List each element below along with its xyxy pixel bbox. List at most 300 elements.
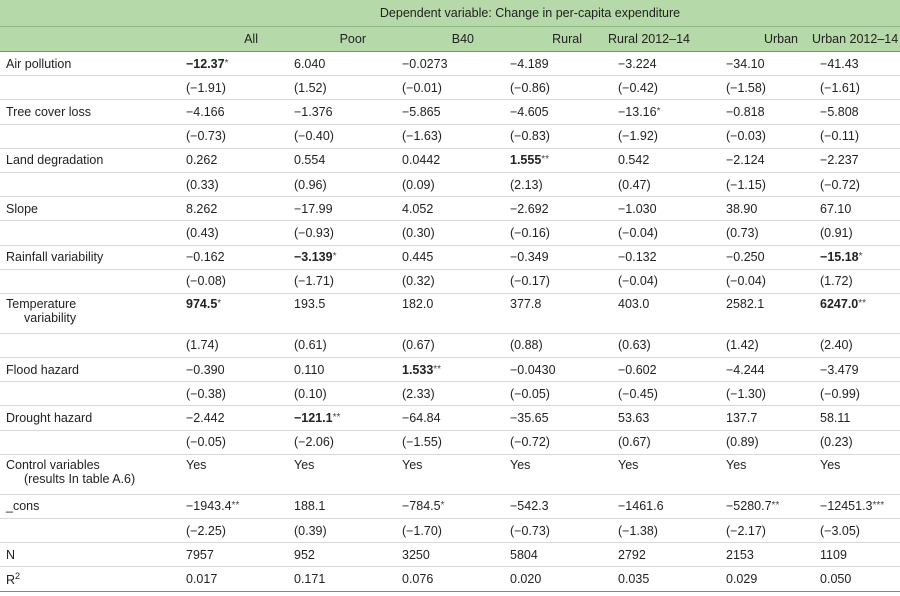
table-row: [0, 197, 900, 221]
cell-value: −0.162: [186, 250, 225, 265]
column-header-urban: Urban: [698, 27, 806, 52]
cell-value: (−1.55): [402, 435, 442, 450]
header-empty-cell: [0, 0, 158, 27]
table-cell: [698, 293, 806, 333]
row-label-text: Control variables: [6, 457, 100, 472]
cell-value: 0.020: [510, 571, 542, 586]
cell-value: (−0.04): [726, 274, 766, 289]
row-label-text: _cons: [6, 499, 40, 514]
cell-value: 0.017: [186, 571, 218, 586]
cell-value: (−0.04): [618, 274, 658, 289]
cell-value: 2582.1: [726, 296, 765, 311]
table-cell: [374, 172, 482, 196]
table-cell: [698, 172, 806, 196]
cell-value: 0.050: [820, 571, 852, 586]
significance-stars: *: [217, 297, 222, 309]
table-cell: [266, 52, 374, 76]
table-cell: [590, 333, 698, 357]
table-cell: [482, 382, 590, 406]
table-cell: [806, 430, 900, 454]
table-cell: [482, 358, 590, 382]
table-cell: [698, 406, 806, 430]
significance-stars: *: [440, 500, 445, 512]
row-label: [0, 221, 158, 245]
table-cell: [374, 269, 482, 293]
row-label-text: Drought hazard: [6, 411, 93, 426]
cell-value: −12451.3: [820, 499, 873, 514]
cell-value: (−0.17): [510, 274, 550, 289]
cell-value: 3250: [402, 547, 430, 562]
table-cell: [698, 358, 806, 382]
cell-value: (0.91): [820, 225, 853, 240]
cell-value: 0.542: [618, 153, 650, 168]
cell-value: (−1.91): [186, 80, 226, 95]
cell-value: (−0.11): [820, 129, 860, 144]
significance-stars: **: [858, 297, 867, 309]
table-cell: [806, 543, 900, 567]
table-cell: [482, 52, 590, 76]
row-label: [0, 494, 158, 518]
cell-value: 193.5: [294, 296, 326, 311]
table-cell: [482, 293, 590, 333]
table-cell: [158, 269, 266, 293]
table-cell: [590, 221, 698, 245]
table-cell: [374, 52, 482, 76]
cell-value: (−0.38): [186, 386, 226, 401]
cell-value: (−2.17): [726, 523, 766, 538]
significance-stars: *: [332, 251, 337, 263]
cell-value: (0.89): [726, 435, 759, 450]
row-label: [0, 406, 158, 430]
table-cell: [482, 245, 590, 269]
table-cell: [266, 406, 374, 430]
cell-value: (0.32): [402, 274, 435, 289]
cell-value: (−3.05): [820, 523, 860, 538]
cell-value: (2.13): [510, 177, 543, 192]
table-cell: [482, 454, 590, 494]
row-label-text: Tree cover loss: [6, 104, 91, 119]
cell-value: 1.555: [510, 153, 542, 168]
table-cell: [266, 269, 374, 293]
row-label-text: Rainfall variability: [6, 250, 104, 265]
table-cell: [158, 567, 266, 591]
table-cell: [698, 52, 806, 76]
cell-value: −542.3: [510, 499, 549, 514]
table-cell: [482, 543, 590, 567]
table-cell: [158, 406, 266, 430]
table-cell: [374, 293, 482, 333]
table-row-tstat: [0, 430, 900, 454]
table-row: [0, 245, 900, 269]
cell-value: (0.73): [726, 225, 759, 240]
cell-value: −0.0273: [402, 56, 448, 71]
column-header-poor: Poor: [266, 27, 374, 52]
table-cell: [158, 221, 266, 245]
cell-value: (0.63): [618, 338, 651, 353]
table-cell: [374, 197, 482, 221]
row-label: [0, 172, 158, 196]
table-cell: [482, 124, 590, 148]
row-label: [0, 382, 158, 406]
table-cell: [698, 519, 806, 543]
cell-value: −13.16: [618, 104, 657, 119]
cell-value: −3.224: [618, 56, 657, 71]
cell-value: (−2.25): [186, 523, 226, 538]
table-cell: [806, 124, 900, 148]
cell-value: (−1.61): [820, 80, 860, 95]
cell-value: (−0.05): [186, 435, 226, 450]
cell-value: (−1.30): [726, 386, 766, 401]
cell-value: 2792: [618, 547, 646, 562]
cell-value: (−0.72): [510, 435, 550, 450]
column-header-urban-2012-14: Urban 2012–14: [806, 27, 900, 52]
cell-value: −2.124: [726, 153, 765, 168]
table-cell: [158, 333, 266, 357]
cell-value: 974.5: [186, 296, 218, 311]
row-label: [0, 567, 158, 591]
cell-value: (1.42): [726, 338, 759, 353]
row-label: [0, 100, 158, 124]
cell-value: 0.554: [294, 153, 326, 168]
table-cell: [806, 519, 900, 543]
table-cell: [806, 76, 900, 100]
cell-value: (−1.15): [726, 177, 766, 192]
cell-value: Yes: [820, 457, 841, 472]
table-cell: [698, 148, 806, 172]
cell-value: −0.132: [618, 250, 657, 265]
table-cell: [806, 406, 900, 430]
table-cell: [590, 100, 698, 124]
cell-value: 2153: [726, 547, 754, 562]
row-label-continuation: (results In table A.6): [24, 471, 136, 486]
cell-value: −1.376: [294, 104, 333, 119]
table-cell: [482, 333, 590, 357]
significance-stars: *: [656, 105, 661, 117]
cell-value: 53.63: [618, 411, 650, 426]
cell-value: 38.90: [726, 201, 758, 216]
row-label-text: N: [6, 547, 16, 562]
table-cell: [590, 430, 698, 454]
table-cell: [698, 382, 806, 406]
table-title-row: [0, 0, 900, 27]
cell-value: −5.865: [402, 104, 441, 119]
table-cell: [374, 333, 482, 357]
significance-stars: *: [858, 251, 863, 263]
cell-value: −4.605: [510, 104, 549, 119]
table-cell: [806, 494, 900, 518]
cell-value: −15.18: [820, 250, 859, 265]
table-cell: [266, 245, 374, 269]
table-cell: [590, 245, 698, 269]
table-cell: [482, 494, 590, 518]
cell-value: 0.445: [402, 250, 434, 265]
row-label: [0, 333, 158, 357]
cell-value: Yes: [402, 457, 423, 472]
table-cell: [158, 519, 266, 543]
table-cell: [698, 430, 806, 454]
cell-value: −5.808: [820, 104, 859, 119]
table-cell: [266, 172, 374, 196]
cell-value: −0.349: [510, 250, 549, 265]
row-label: [0, 124, 158, 148]
table-cell: [482, 172, 590, 196]
table-cell: [806, 454, 900, 494]
significance-stars: **: [231, 500, 240, 512]
cell-value: (0.47): [618, 177, 651, 192]
cell-value: 7957: [186, 547, 214, 562]
cell-value: −17.99: [294, 201, 333, 216]
table-cell: [482, 430, 590, 454]
cell-value: (−0.93): [294, 225, 334, 240]
cell-value: 188.1: [294, 499, 326, 514]
table-cell: [158, 494, 266, 518]
cell-value: 182.0: [402, 296, 434, 311]
column-header-b40: B40: [374, 27, 482, 52]
row-label: [0, 197, 158, 221]
significance-stars: **: [332, 412, 341, 424]
cell-value: −41.43: [820, 56, 859, 71]
cell-value: 58.11: [820, 411, 851, 426]
cell-value: (−0.73): [186, 129, 226, 144]
cell-value: 0.035: [618, 571, 650, 586]
table-cell: [266, 358, 374, 382]
cell-value: (−0.42): [618, 80, 658, 95]
table-row: [0, 358, 900, 382]
cell-value: −0.390: [186, 362, 225, 377]
table-row-tstat: [0, 382, 900, 406]
table-cell: [266, 293, 374, 333]
significance-stars: ***: [872, 500, 885, 512]
significance-stars: **: [433, 363, 442, 375]
table-cell: [482, 76, 590, 100]
table-cell: [806, 52, 900, 76]
cell-value: (0.96): [294, 177, 327, 192]
cell-value: (−0.83): [510, 129, 550, 144]
cell-value: (−0.16): [510, 225, 550, 240]
row-label: [0, 543, 158, 567]
row-label-continuation: variability: [24, 310, 77, 325]
table-cell: [698, 454, 806, 494]
row-label: [0, 148, 158, 172]
cell-value: Yes: [726, 457, 747, 472]
table-row-tstat: [0, 333, 900, 357]
table-cell: [158, 148, 266, 172]
table-cell: [806, 100, 900, 124]
cell-value: (2.40): [820, 338, 853, 353]
cell-value: −3.139: [294, 250, 333, 265]
cell-value: −34.10: [726, 56, 765, 71]
cell-value: (−0.99): [820, 386, 860, 401]
row-label: [0, 76, 158, 100]
table-cell: [590, 293, 698, 333]
cell-value: 377.8: [510, 296, 542, 311]
table-cell: [806, 172, 900, 196]
cell-value: (0.10): [294, 386, 327, 401]
table-cell: [806, 567, 900, 591]
table-cell: [266, 197, 374, 221]
table-cell: [590, 454, 698, 494]
row-label: [0, 358, 158, 382]
table-cell: [806, 358, 900, 382]
cell-value: 1.533: [402, 362, 434, 377]
cell-value: (0.67): [618, 435, 651, 450]
table-cell: [590, 269, 698, 293]
table-cell: [158, 76, 266, 100]
table-cell: [374, 76, 482, 100]
cell-value: −35.65: [510, 411, 549, 426]
cell-value: (−1.58): [726, 80, 766, 95]
table-cell: [590, 148, 698, 172]
cell-value: −1.030: [618, 201, 657, 216]
table-cell: [374, 124, 482, 148]
table-cell: [698, 124, 806, 148]
column-header-rural: Rural: [482, 27, 590, 52]
table-cell: [806, 333, 900, 357]
cell-value: 8.262: [186, 201, 218, 216]
row-label: [0, 269, 158, 293]
table-cell: [806, 221, 900, 245]
row-label: [0, 52, 158, 76]
row-label: [0, 454, 158, 494]
cell-value: (0.67): [402, 338, 435, 353]
table-cell: [266, 543, 374, 567]
table-cell: [590, 567, 698, 591]
cell-value: 4.052: [402, 201, 434, 216]
cell-value: (0.39): [294, 523, 327, 538]
row-label-text: Temperature: [6, 296, 77, 311]
cell-value: 5804: [510, 547, 538, 562]
table-cell: [806, 293, 900, 333]
cell-value: (1.72): [820, 274, 853, 289]
table-cell: [266, 100, 374, 124]
cell-value: (−1.38): [618, 523, 658, 538]
cell-value: 1109: [820, 547, 847, 562]
row-label-text: Slope: [6, 201, 38, 216]
cell-value: Yes: [618, 457, 639, 472]
cell-value: −4.244: [726, 362, 765, 377]
table-cell: [698, 221, 806, 245]
cell-value: (−0.45): [618, 386, 658, 401]
column-header-rural-2012-14: Rural 2012–14: [590, 27, 698, 52]
table-cell: [698, 543, 806, 567]
table-cell: [698, 197, 806, 221]
table-cell: [806, 197, 900, 221]
cell-value: 0.171: [294, 571, 326, 586]
table-row: [0, 406, 900, 430]
cell-value: (0.88): [510, 338, 543, 353]
table-cell: [482, 269, 590, 293]
table-cell: [590, 406, 698, 430]
significance-stars: **: [541, 154, 550, 166]
table-cell: [266, 382, 374, 406]
cell-value: (−0.08): [186, 274, 226, 289]
table-cell: [158, 382, 266, 406]
cell-value: (−1.71): [294, 274, 334, 289]
table-row: [0, 567, 900, 591]
cell-value: (−0.86): [510, 80, 550, 95]
cell-value: Yes: [294, 457, 315, 472]
table-cell: [698, 269, 806, 293]
table-cell: [374, 494, 482, 518]
table-cell: [698, 567, 806, 591]
cell-value: Yes: [186, 457, 207, 472]
table-cell: [158, 358, 266, 382]
cell-value: 6247.0: [820, 296, 859, 311]
table-cell: [158, 172, 266, 196]
table-cell: [590, 52, 698, 76]
cell-value: (0.33): [186, 177, 219, 192]
table-cell: [266, 454, 374, 494]
cell-value: (0.43): [186, 225, 219, 240]
table-row: [0, 52, 900, 76]
cell-value: (−0.73): [510, 523, 550, 538]
cell-value: −5280.7: [726, 499, 772, 514]
cell-value: 67.10: [820, 201, 852, 216]
table-cell: [374, 245, 482, 269]
cell-value: −4.166: [186, 104, 225, 119]
significance-stars: *: [224, 57, 229, 69]
cell-value: −64.84: [402, 411, 441, 426]
row-label-text: Air pollution: [6, 56, 72, 71]
table-title: Dependent variable: Change in per-capita expenditure: [158, 0, 900, 27]
table-cell: [266, 430, 374, 454]
column-header-all: All: [158, 27, 266, 52]
table-row: [0, 454, 900, 494]
table-cell: [806, 245, 900, 269]
table-cell: [590, 124, 698, 148]
table-cell: [698, 494, 806, 518]
cell-value: 137.7: [726, 411, 758, 426]
row-label: [0, 293, 158, 333]
table-cell: [266, 333, 374, 357]
table-row-tstat: [0, 172, 900, 196]
table-row-tstat: [0, 519, 900, 543]
table-cell: [374, 382, 482, 406]
table-cell: [158, 197, 266, 221]
table-cell: [374, 430, 482, 454]
table-cell: [266, 148, 374, 172]
column-header-row: [0, 27, 900, 52]
row-label: [0, 430, 158, 454]
cell-value: −12.37: [186, 56, 225, 71]
cell-value: −0.602: [618, 362, 657, 377]
table-row-tstat: [0, 269, 900, 293]
table-cell: [482, 221, 590, 245]
table-cell: [266, 221, 374, 245]
table-cell: [590, 543, 698, 567]
table-row-tstat: [0, 76, 900, 100]
cell-value: 0.110: [294, 362, 325, 377]
table-cell: [158, 293, 266, 333]
cell-value: 6.040: [294, 56, 326, 71]
cell-value: −2.237: [820, 153, 859, 168]
table-cell: [482, 197, 590, 221]
cell-value: (2.33): [402, 386, 435, 401]
cell-value: 403.0: [618, 296, 650, 311]
table-cell: [374, 567, 482, 591]
table-cell: [590, 494, 698, 518]
table-cell: [374, 100, 482, 124]
table-cell: [266, 494, 374, 518]
cell-value: −1943.4: [186, 499, 232, 514]
cell-value: −2.692: [510, 201, 549, 216]
cell-value: (−0.40): [294, 129, 334, 144]
table-cell: [266, 519, 374, 543]
table-cell: [158, 245, 266, 269]
table-cell: [590, 172, 698, 196]
table-cell: [482, 100, 590, 124]
table-cell: [158, 52, 266, 76]
